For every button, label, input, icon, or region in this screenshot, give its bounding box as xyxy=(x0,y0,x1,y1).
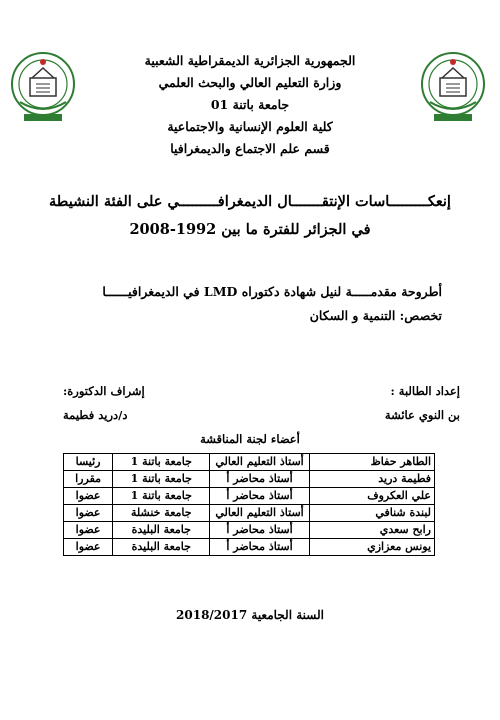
member-role: رئيسا xyxy=(64,454,113,471)
table-row xyxy=(64,522,435,539)
member-role: عضوا xyxy=(64,505,113,522)
committee-title: أعضاء لجنة المناقشة xyxy=(200,432,300,446)
academic-year: السنة الجامعية 2018/2017 xyxy=(176,608,324,622)
thesis-title xyxy=(40,188,460,244)
table-row xyxy=(64,454,435,471)
member-university: جامعة البليدة xyxy=(113,522,210,539)
institution-header xyxy=(90,50,410,160)
department-name: قسم علم الاجتماع والديمغرافيا xyxy=(170,141,330,156)
member-university: جامعة باتنة 1 xyxy=(113,488,210,505)
university-seal-right xyxy=(420,48,486,124)
table-row xyxy=(64,488,435,505)
degree-line: أطروحة مقدمـــــة لنيل شهادة دكتوراه LMD في الديمغرافيــــــا xyxy=(102,284,442,299)
university-seal-left xyxy=(10,48,76,124)
ministry-name: وزارة التعليم العالي والبحث العلمي xyxy=(158,75,342,90)
thesis-title-line2: في الجزائر للفترة ما بين 1992-2008 xyxy=(129,221,371,238)
member-name: لبندة شنافي xyxy=(309,505,434,522)
supervisor-name: د/دريد فطيمة xyxy=(63,408,128,422)
member-role: مقررا xyxy=(64,471,113,488)
member-rank: أستاذ محاضر أ xyxy=(210,539,309,556)
member-name: فطيمة دريد xyxy=(309,471,434,488)
faculty-name: كلية العلوم الإنسانية والاجتماعية xyxy=(167,119,333,134)
member-role: عضوا xyxy=(64,488,113,505)
member-university: جامعة خنشلة xyxy=(113,505,210,522)
specialization-line: تخصص: التنمية و السكان xyxy=(309,308,442,323)
member-name: رابح سعدي xyxy=(309,522,434,539)
thesis-description xyxy=(102,280,442,328)
supervisor-label: إشراف الدكتورة: xyxy=(63,384,145,398)
table-row xyxy=(64,539,435,556)
table-row xyxy=(64,505,435,522)
thesis-title-line1: إنعكـــــــــاسات الإنتقـــــــال الديمغرافـــــــــي على الفئة النشيطة xyxy=(49,193,451,210)
member-name: الطاهر حفاظ xyxy=(309,454,434,471)
member-university: جامعة باتنة 1 xyxy=(113,471,210,488)
member-rank: أستاذ محاضر أ xyxy=(210,471,309,488)
member-role: عضوا xyxy=(64,539,113,556)
student-name: بن النوي عائشة xyxy=(384,408,460,422)
member-role: عضوا xyxy=(64,522,113,539)
member-rank: أستاذ التعليم العالي xyxy=(210,505,309,522)
member-rank: أستاذ محاضر أ xyxy=(210,522,309,539)
prepared-by-label: إعداد الطالبة : xyxy=(390,384,460,398)
committee-table xyxy=(63,453,435,556)
member-university: جامعة البليدة xyxy=(113,539,210,556)
member-name: علي العكروف xyxy=(309,488,434,505)
member-rank: أستاذ محاضر أ xyxy=(210,488,309,505)
member-university: جامعة باتنة 1 xyxy=(113,454,210,471)
member-name: يونس معزازي xyxy=(309,539,434,556)
republic-name: الجمهورية الجزائرية الديمقراطية الشعبية xyxy=(144,53,356,68)
university-name: جامعة باتنة 01 xyxy=(210,97,290,112)
member-rank: أستاذ التعليم العالي xyxy=(210,454,309,471)
table-row xyxy=(64,471,435,488)
